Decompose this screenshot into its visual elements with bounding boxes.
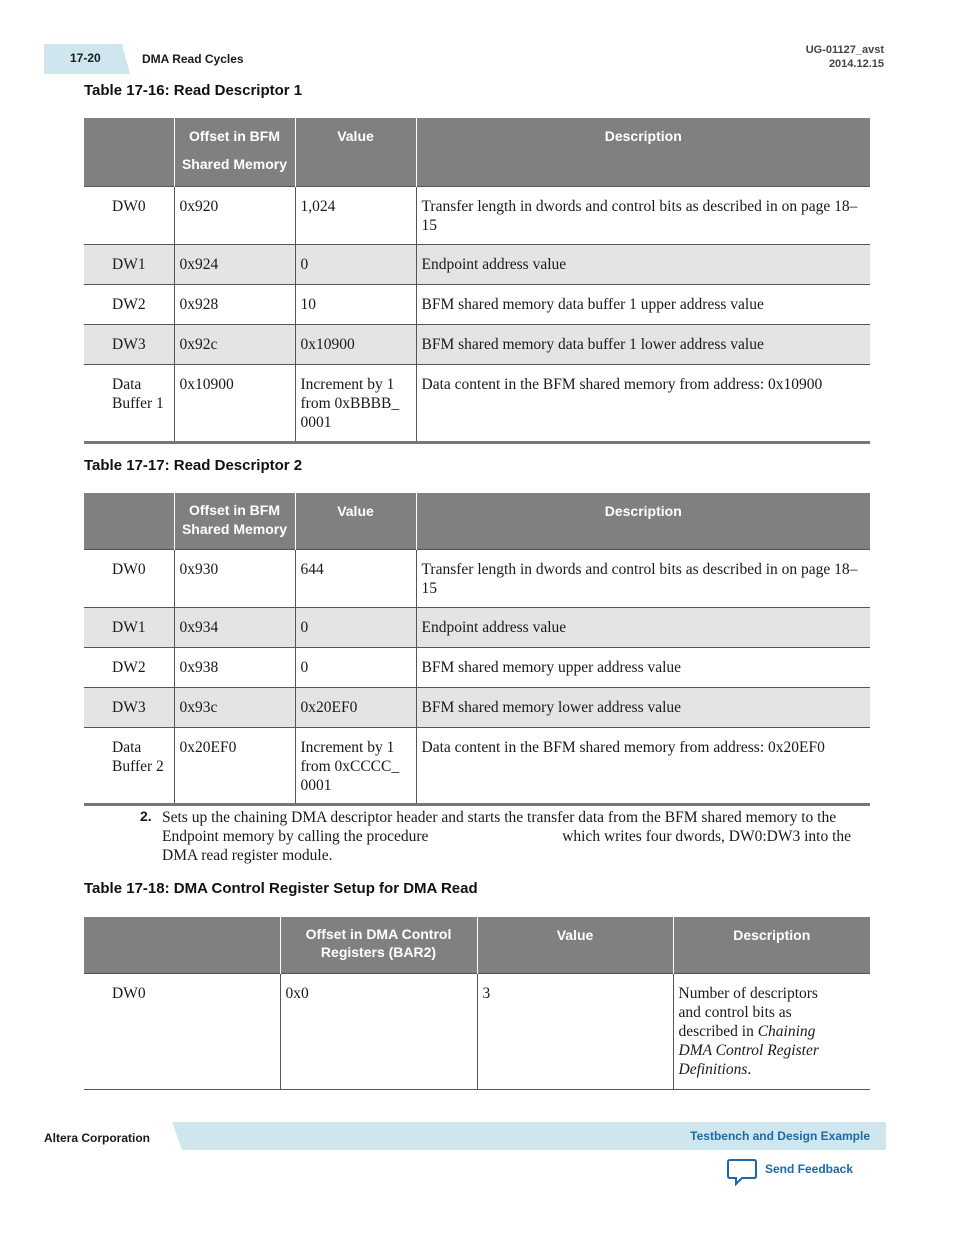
header-cell: Description <box>673 917 870 973</box>
table3-caption: Table 17-18: DMA Control Register Setup for DMA Read <box>84 880 478 897</box>
table-cell: 0x10900 <box>295 325 416 365</box>
step-text-after: which writes four dwords, DW0:DW3 into the DMA read register module. <box>162 828 852 864</box>
table-cell: Data content in the BFM shared memory from address: 0x10900 <box>416 365 870 443</box>
header-cell <box>84 493 174 549</box>
header-cell: Value <box>295 493 416 549</box>
read-descriptor-1-table <box>84 118 870 444</box>
table-cell-description <box>673 973 870 1089</box>
speech-bubble-icon[interactable] <box>727 1158 757 1186</box>
table-cell: 1,024 <box>295 187 416 245</box>
table-cell: BFM shared memory upper address value <box>416 647 870 687</box>
table-cell: 0 <box>295 607 416 647</box>
table-cell: Data Buffer 2 <box>84 727 174 804</box>
table-cell: Data Buffer 1 <box>84 365 174 443</box>
send-feedback-link[interactable]: Send Feedback <box>765 1162 854 1176</box>
dma-control-register-table <box>84 917 870 1090</box>
table-cell: 0 <box>295 647 416 687</box>
table-cell: 0x92c <box>174 325 295 365</box>
header-cell: Description <box>416 493 870 549</box>
table-cell: Increment by 1 from 0xBBBB_ 0001 <box>295 365 416 443</box>
read-descriptor-2-table <box>84 493 870 806</box>
doc-date-text: 2014.12.15 <box>828 58 884 70</box>
step-text <box>162 808 872 865</box>
chapter-title: DMA Read Cycles <box>142 52 244 66</box>
header-cell <box>84 917 280 973</box>
table-cell: 10 <box>295 285 416 325</box>
table-cell: Endpoint address value <box>416 607 870 647</box>
table-cell: Data content in the BFM shared memory from address: 0x20EF0 <box>416 727 870 804</box>
table-row <box>84 187 870 245</box>
table-cell: DW3 <box>84 687 174 727</box>
table1-caption: Table 17-16: Read Descriptor 1 <box>84 82 303 99</box>
table-cell: 644 <box>295 549 416 607</box>
table-header-row <box>84 118 870 187</box>
table-cell: 0x934 <box>174 607 295 647</box>
table-row <box>84 245 870 285</box>
table-header-row <box>84 493 870 549</box>
table-cell: DW2 <box>84 285 174 325</box>
table-cell: Transfer length in dwords and control bits as described in on page 18–15 <box>416 187 870 245</box>
table-row <box>84 727 870 804</box>
table-cell: 0x938 <box>174 647 295 687</box>
table-cell: Transfer length in dwords and control bits as described in on page 18–15 <box>416 549 870 607</box>
table-row <box>84 325 870 365</box>
table-cell: 0x93c <box>174 687 295 727</box>
table-cell: 0 <box>295 245 416 285</box>
header-cell: Offset in BFM Shared Memory <box>174 118 295 187</box>
footer-section-link[interactable]: Testbench and Design Example <box>690 1129 870 1143</box>
table-cell: BFM shared memory data buffer 1 upper address value <box>416 285 870 325</box>
table-cell: DW1 <box>84 245 174 285</box>
table-row <box>84 687 870 727</box>
table-cell: DW0 <box>84 973 280 1089</box>
table-cell: Endpoint address value <box>416 245 870 285</box>
doc-id-text: UG-01127_avst <box>805 44 884 56</box>
table-row <box>84 607 870 647</box>
table-cell: BFM shared memory data buffer 1 lower address value <box>416 325 870 365</box>
table-header-row <box>84 917 870 973</box>
table-cell: DW2 <box>84 647 174 687</box>
desc-suffix: . <box>747 1060 752 1078</box>
table-cell: DW1 <box>84 607 174 647</box>
table-cell: 0x928 <box>174 285 295 325</box>
table-cell: DW0 <box>84 187 174 245</box>
header-cell <box>84 118 174 187</box>
table-cell: 0x924 <box>174 245 295 285</box>
table-cell: 0x920 <box>174 187 295 245</box>
header-cell: Description <box>416 118 870 187</box>
desc-link-text: Chaining DMA Control Register Definitions <box>678 1022 819 1078</box>
page-number: 17-20 <box>70 51 101 65</box>
table-row <box>84 973 870 1089</box>
step-2 <box>140 808 872 865</box>
table-cell: 0x0 <box>280 973 477 1089</box>
table-cell: 3 <box>477 973 673 1089</box>
table-cell: 0x20EF0 <box>174 727 295 804</box>
table-cell: DW3 <box>84 325 174 365</box>
table-row <box>84 549 870 607</box>
header-cell: Offset in DMA Control Registers (BAR2) <box>280 917 477 973</box>
table-cell: BFM shared memory lower address value <box>416 687 870 727</box>
table-cell: 0x20EF0 <box>295 687 416 727</box>
desc-prefix: Number of descriptors and control bits as described in <box>678 984 818 1040</box>
header-cell: Value <box>295 118 416 187</box>
table-row <box>84 365 870 443</box>
table-row <box>84 647 870 687</box>
header-cell: Offset in BFM Shared Memory <box>174 493 295 549</box>
table2-caption: Table 17-17: Read Descriptor 2 <box>84 457 303 474</box>
step-number: 2. <box>140 808 152 824</box>
footer-company: Altera Corporation <box>44 1131 151 1145</box>
step-text-before: Sets up the chaining DMA descriptor header and starts the transfer data from the BFM shared memory to the Endpoint memory by calling the procedure <box>162 809 837 845</box>
table-cell: 0x930 <box>174 549 295 607</box>
header-cell: Value <box>477 917 673 973</box>
table-cell: DW0 <box>84 549 174 607</box>
document-id <box>806 43 884 71</box>
table-cell: Increment by 1 from 0xCCCC_ 0001 <box>295 727 416 804</box>
table-cell: 0x10900 <box>174 365 295 443</box>
table-row <box>84 285 870 325</box>
